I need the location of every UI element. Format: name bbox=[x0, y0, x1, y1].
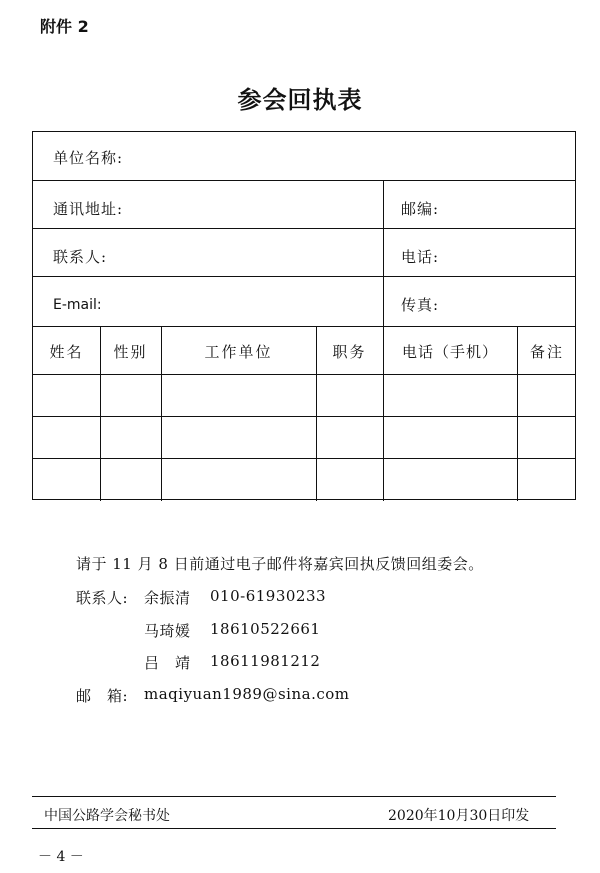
contact-label: 联系人: bbox=[53, 248, 108, 266]
contact-phone: 010-61930233 bbox=[210, 587, 327, 605]
email-field-label: 邮 箱: bbox=[76, 687, 129, 705]
fax-label: 传真: bbox=[401, 296, 440, 314]
row-divider bbox=[33, 228, 575, 229]
unit-name-label: 单位名称: bbox=[53, 149, 124, 167]
row-divider bbox=[33, 326, 575, 327]
page-title: 参会回执表 bbox=[237, 85, 363, 114]
column-header-workplace: 工作单位 bbox=[204, 343, 273, 361]
instruction-text: 请于 11 月 8 日前通过电子邮件将嘉宾回执反馈回组委会。 bbox=[76, 555, 484, 573]
row-divider bbox=[33, 180, 575, 181]
contact-phone: 18610522661 bbox=[210, 620, 321, 638]
phone-label: 电话: bbox=[401, 248, 440, 266]
contact-phone: 18611981212 bbox=[210, 652, 321, 670]
footer-bottom-rule bbox=[32, 828, 556, 829]
email-label: E-mail: bbox=[53, 297, 102, 313]
registration-form-table bbox=[32, 131, 576, 500]
column-divider bbox=[383, 180, 384, 326]
column-header-name: 姓名 bbox=[49, 343, 84, 361]
column-header-remarks: 备注 bbox=[529, 343, 564, 361]
contact-name: 余振清 bbox=[144, 589, 191, 607]
contacts-label: 联系人: bbox=[76, 589, 129, 607]
footer-top-rule bbox=[32, 796, 556, 797]
attachment-label: 附件 2 bbox=[40, 17, 89, 36]
postcode-label: 邮编: bbox=[401, 200, 440, 218]
row-divider bbox=[33, 458, 575, 459]
contact-name: 吕 靖 bbox=[144, 654, 191, 672]
column-header-mobile: 电话（手机） bbox=[401, 343, 498, 361]
contact-name: 马琦媛 bbox=[144, 622, 191, 640]
contact-email: maqiyuan1989@sina.com bbox=[144, 685, 350, 703]
row-divider bbox=[33, 416, 575, 417]
issue-date-text: 2020年10月30日印发 bbox=[388, 808, 530, 824]
page-number: － 4 － bbox=[38, 849, 84, 865]
address-label: 通讯地址: bbox=[53, 200, 124, 218]
row-divider bbox=[33, 276, 575, 277]
column-header-position: 职务 bbox=[332, 343, 367, 361]
issuer-text: 中国公路学会秘书处 bbox=[44, 808, 170, 824]
column-header-gender: 性别 bbox=[113, 343, 148, 361]
